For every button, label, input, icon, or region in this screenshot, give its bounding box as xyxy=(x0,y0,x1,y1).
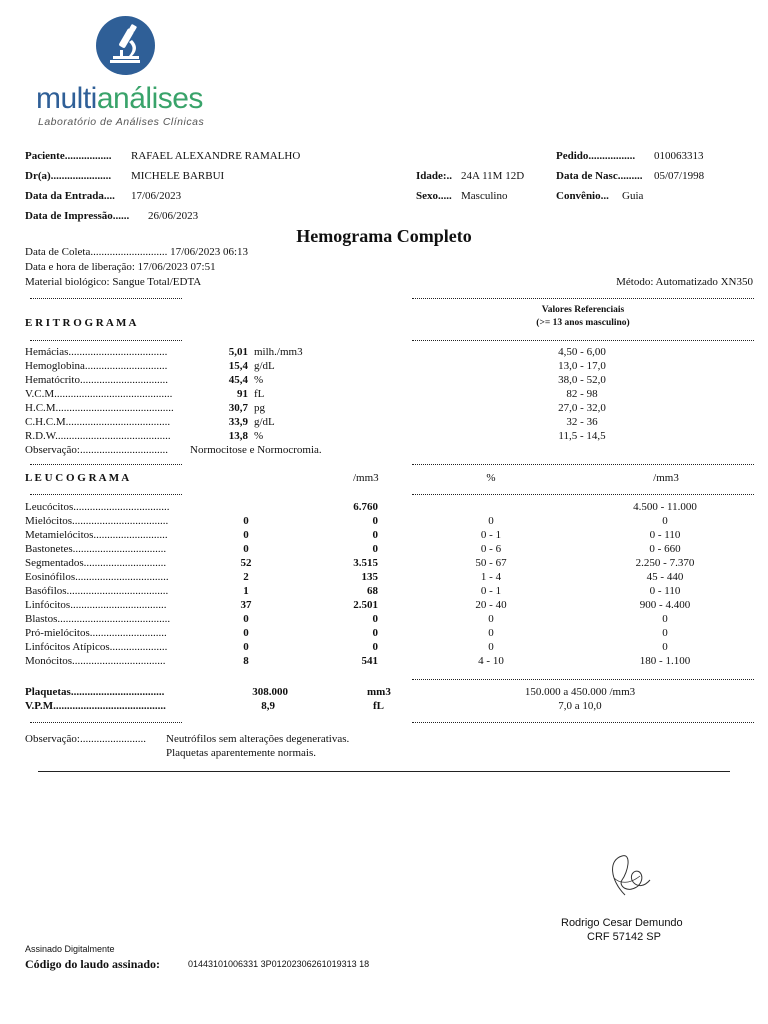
leucograma-row-ref-abs: 0 - 110 xyxy=(649,585,681,597)
leucocitos-label: Leucócitos................................... xyxy=(25,501,170,513)
vpm-ref: 7,0 a 10,0 xyxy=(558,700,602,712)
col-abs-header: /mm3 xyxy=(353,472,379,484)
observation-line1: Neutrófilos sem alterações degenerativas. xyxy=(166,733,350,745)
leucograma-row-pct: 0 xyxy=(243,627,249,639)
leucograma-row-label: Bastonetes.................................. xyxy=(25,543,167,555)
eritrograma-row-ref: 32 - 36 xyxy=(566,416,598,428)
order-label: Pedido................. xyxy=(556,150,636,162)
code-label: Código do laudo assinado: xyxy=(25,957,161,971)
eritrograma-row-label: H.C.M........................................... xyxy=(25,402,174,414)
brand-name: multianálises xyxy=(36,82,203,115)
eritrograma-row-value: 13,8 xyxy=(228,430,248,442)
leucograma-row-abs: 541 xyxy=(361,655,378,667)
leucograma-row-label: Blastos......................................... xyxy=(25,613,171,625)
eritrograma-row-value: 91 xyxy=(237,388,248,400)
leucograma-row-abs: 68 xyxy=(367,585,378,597)
leucograma-row-ref-pct: 50 - 67 xyxy=(475,557,507,569)
divider xyxy=(412,298,754,299)
eritrograma-obs-value: Normocitose e Normocromia. xyxy=(190,444,322,456)
leucograma-row-abs: 135 xyxy=(361,571,378,583)
leucograma-row-ref-abs: 45 - 440 xyxy=(646,571,684,583)
leucograma-row-abs: 2.501 xyxy=(353,599,378,611)
leucograma-row-pct: 37 xyxy=(240,599,252,611)
leucograma-row-ref-abs: 0 xyxy=(662,641,668,653)
leucograma-row-abs: 0 xyxy=(372,515,378,527)
leucograma-row-ref-abs: 0 xyxy=(662,613,668,625)
divider xyxy=(412,722,754,723)
col-pct-header: % xyxy=(486,472,496,484)
method: Método: Automatizado XN350 xyxy=(616,276,753,288)
print-value: 26/06/2023 xyxy=(148,210,199,222)
leucocitos-value: 6.760 xyxy=(353,501,378,513)
leucograma-row-pct: 2 xyxy=(243,571,249,583)
leucograma-row-abs: 0 xyxy=(372,627,378,639)
divider xyxy=(30,722,182,723)
vpm-value: 8,9 xyxy=(261,700,275,712)
eritrograma-row-value: 30,7 xyxy=(228,402,248,414)
leucograma-row-label: Metamielócitos........................... xyxy=(25,529,168,541)
leucograma-row-ref-pct: 0 - 1 xyxy=(480,529,502,541)
age-label: Idade:.. xyxy=(416,170,453,182)
leucograma-row-label: Pró-mielócitos............................ xyxy=(25,627,167,639)
eritrograma-row-label: R.D.W.......................................... xyxy=(25,430,171,442)
divider xyxy=(30,298,182,299)
eritrograma-row-ref: 4,50 - 6,00 xyxy=(558,346,606,358)
leucograma-row-ref-abs: 2.250 - 7.370 xyxy=(635,557,695,569)
eritrograma-row-ref: 38,0 - 52,0 xyxy=(558,374,606,386)
release-date: Data e hora de liberação: 17/06/2023 07:51 xyxy=(25,261,216,273)
leucograma-row-ref-abs: 0 - 110 xyxy=(649,529,681,541)
plaquetas-label: Plaquetas.................................. xyxy=(25,686,165,698)
eritrograma-row-unit: g/dL xyxy=(254,416,275,428)
birth-label: Data de Nasc......... xyxy=(556,170,643,182)
eritrograma-row-label: V.C.M........................................... xyxy=(25,388,173,400)
plaquetas-value: 308.000 xyxy=(252,686,288,698)
leucograma-row-label: Eosinófilos.................................. xyxy=(25,571,169,583)
material: Material biológico: Sangue Total/EDTA xyxy=(25,276,202,288)
leucograma-row-pct: 0 xyxy=(243,515,249,527)
leucograma-row-ref-abs: 0 xyxy=(662,627,668,639)
signature-registry: CRF 57142 SP xyxy=(587,931,661,943)
vpm-label: V.P.M......................................... xyxy=(25,700,166,712)
leucograma-row-ref-pct: 1 - 4 xyxy=(480,571,502,583)
order-value: 010063313 xyxy=(654,150,704,162)
leucograma-row-pct: 52 xyxy=(240,557,252,569)
leucograma-row-label: Basófilos..................................... xyxy=(25,585,169,597)
leucograma-row-pct: 0 xyxy=(243,641,249,653)
ref-subtitle: (>= 13 anos masculino) xyxy=(536,318,630,328)
brand-tagline: Laboratório de Análises Clínicas xyxy=(38,116,205,128)
leucograma-row-ref-abs: 900 - 4.400 xyxy=(639,599,691,611)
vpm-unit: fL xyxy=(373,700,384,712)
divider xyxy=(412,340,754,341)
eritrograma-row-ref: 27,0 - 32,0 xyxy=(558,402,606,414)
divider xyxy=(412,494,754,495)
observation-line2: Plaquetas aparentemente normais. xyxy=(166,747,316,759)
leucograma-row-abs: 3.515 xyxy=(353,557,378,569)
eritrograma-row-unit: % xyxy=(254,374,264,386)
eritrograma-row-unit: milh./mm3 xyxy=(254,346,303,358)
leucograma-row-abs: 0 xyxy=(372,529,378,541)
patient-label: Paciente................. xyxy=(25,150,112,162)
agreement-value: Guia xyxy=(622,190,644,202)
leucograma-row-abs: 0 xyxy=(372,641,378,653)
leucograma-row-ref-pct: 20 - 40 xyxy=(475,599,507,611)
eritrograma-row-unit: g/dL xyxy=(254,360,275,372)
eritrograma-row-ref: 13,0 - 17,0 xyxy=(558,360,606,372)
entry-label: Data da Entrada.... xyxy=(25,190,115,202)
report-title: Hemograma Completo xyxy=(296,226,472,246)
signature-name: Rodrigo Cesar Demundo xyxy=(561,917,683,929)
leucograma-row-ref-abs: 180 - 1.100 xyxy=(639,655,691,667)
divider xyxy=(412,464,754,465)
leucograma-row-label: Linfócitos Atípicos..................... xyxy=(25,641,168,653)
eritrograma-row-value: 15,4 xyxy=(228,360,248,372)
plaquetas-ref: 150.000 a 450.000 /mm3 xyxy=(524,686,636,698)
leucograma-row-label: Monócitos.................................. xyxy=(25,655,166,667)
microscope-icon xyxy=(96,16,155,75)
observation-label: Observação:........................ xyxy=(25,733,146,745)
entry-value: 17/06/2023 xyxy=(131,190,182,202)
eritrograma-row-unit: % xyxy=(254,430,264,442)
leucograma-row-abs: 0 xyxy=(372,613,378,625)
doctor-label: Dr(a)...................... xyxy=(25,170,112,182)
eritrograma-obs-label: Observação:................................ xyxy=(25,444,168,456)
leucograma-row-abs: 0 xyxy=(372,543,378,555)
leucograma-row-pct: 0 xyxy=(243,543,249,555)
divider xyxy=(412,679,754,680)
signature-mark xyxy=(600,850,660,900)
collection-date: Data de Coleta............................ 17/06/2023 06:13 xyxy=(25,246,249,258)
eritrograma-row-unit: fL xyxy=(254,388,265,400)
eritrograma-row-value: 33,9 xyxy=(228,416,248,428)
leucograma-row-pct: 8 xyxy=(243,655,249,667)
leucograma-row-ref-pct: 0 xyxy=(488,641,494,653)
divider xyxy=(30,464,182,465)
eritrograma-row-value: 5,01 xyxy=(228,346,248,358)
code-value: 01443101006331 3P01202306261019313 18 xyxy=(188,959,370,969)
eritrograma-row-value: 45,4 xyxy=(228,374,248,386)
eritrograma-row-unit: pg xyxy=(254,402,265,414)
sex-value: Masculino xyxy=(461,190,508,202)
age-value: 24A 11M 12D xyxy=(461,170,525,182)
eritrograma-row-label: Hemoglobina.............................. xyxy=(25,360,168,372)
print-label: Data de Impressão...... xyxy=(25,210,130,222)
leucograma-row-ref-pct: 0 xyxy=(488,627,494,639)
leucograma-row-label: Mielócitos................................... xyxy=(25,515,169,527)
logo-circle xyxy=(96,16,155,75)
eritrograma-row-ref: 11,5 - 14,5 xyxy=(558,430,606,442)
eritrograma-title: E R I T R O G R A M A xyxy=(25,317,137,329)
leucograma-title: L E U C O G R A M A xyxy=(25,472,130,484)
leucograma-row-ref-pct: 0 - 1 xyxy=(480,585,502,597)
doctor-value: MICHELE BARBUI xyxy=(131,170,225,182)
leucograma-row-ref-pct: 0 xyxy=(488,515,494,527)
divider-solid xyxy=(38,771,730,772)
col-ref-header: /mm3 xyxy=(653,472,679,484)
leucocitos-ref: 4.500 - 11.000 xyxy=(633,501,697,513)
eritrograma-row-label: Hemácias.................................... xyxy=(25,346,168,358)
birth-value: 05/07/1998 xyxy=(654,170,705,182)
leucograma-row-ref-pct: 4 - 10 xyxy=(478,655,504,667)
leucograma-row-label: Linfócitos................................... xyxy=(25,599,167,611)
eritrograma-row-label: Hematócrito................................ xyxy=(25,374,168,386)
leucograma-row-pct: 0 xyxy=(243,529,249,541)
leucograma-row-pct: 1 xyxy=(243,585,249,597)
ref-title: Valores Referenciais xyxy=(541,305,625,315)
patient-value: RAFAEL ALEXANDRE RAMALHO xyxy=(131,150,301,162)
sex-label: Sexo..... xyxy=(416,190,452,202)
leucograma-row-pct: 0 xyxy=(243,613,249,625)
plaquetas-unit: mm3 xyxy=(367,686,391,698)
leucograma-row-ref-abs: 0 xyxy=(662,515,668,527)
leucograma-row-ref-abs: 0 - 660 xyxy=(649,543,681,555)
leucograma-row-ref-pct: 0 - 6 xyxy=(480,543,502,555)
leucograma-row-label: Segmentados.............................. xyxy=(25,557,167,569)
divider xyxy=(30,494,182,495)
leucograma-row-ref-pct: 0 xyxy=(488,613,494,625)
eritrograma-row-label: C.H.C.M...................................... xyxy=(25,416,171,428)
eritrograma-row-ref: 82 - 98 xyxy=(566,388,598,400)
signed-digitally: Assinado Digitalmente xyxy=(25,944,115,954)
agreement-label: Convênio... xyxy=(556,190,609,202)
divider xyxy=(30,340,182,341)
